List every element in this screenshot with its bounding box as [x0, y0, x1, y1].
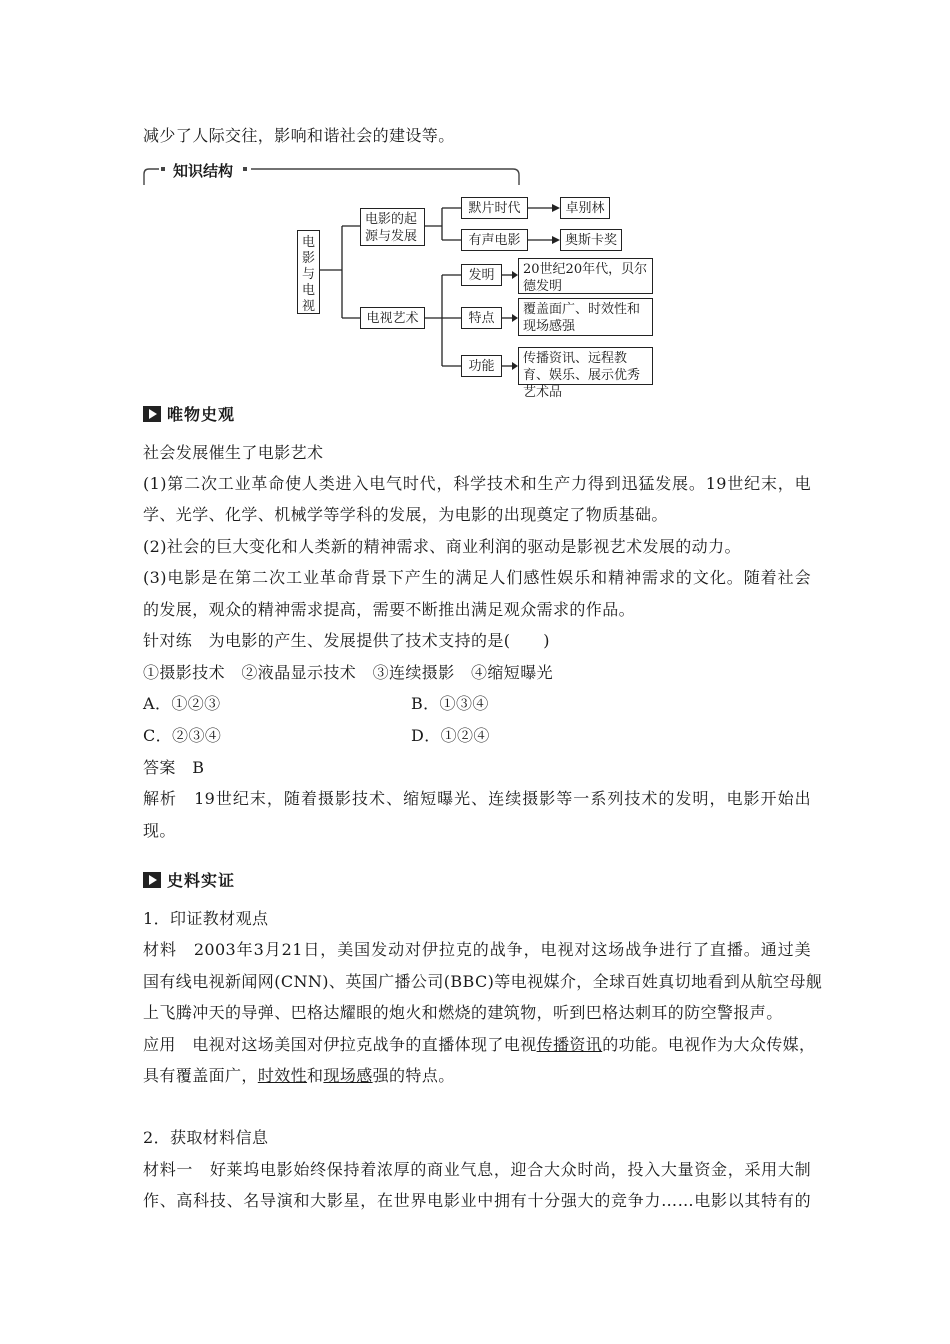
node-sound: 有声电影: [461, 229, 528, 251]
s1-p1a: (1)第二次工业革命使人类进入电气时代，科学技术和生产力得到迅猛发展。19世纪末，电: [143, 474, 811, 493]
s2-n1: 材料一 好莱坞电影始终保持着浓厚的商业气息，迎合大众时尚，投入大量资金，采用大制: [143, 1160, 811, 1179]
s1-answer: 答案 B: [143, 758, 205, 777]
s1-heading: 社会发展催生了电影艺术: [143, 443, 324, 462]
s1-p1b: 学、光学、化学、机械学等学科的发展，为电影的出现奠定了物质基础。: [143, 505, 668, 524]
s2-application-line1: [143, 1035, 816, 1055]
choice-d: D．①②④: [411, 726, 490, 745]
node-film: 电影的起源与发展: [360, 208, 425, 246]
s1-p3a: (3)电影是在第二次工业革命背景下产生的满足人们感性娱乐和精神需求的文化。随着社会: [143, 568, 811, 587]
s2-item1: 1．印证教材观点: [143, 909, 269, 928]
choice-c: C．②③④: [143, 726, 222, 745]
s2-item2: 2．获取材料信息: [143, 1128, 269, 1147]
app-underline-2: 时效性: [257, 1066, 308, 1085]
node-function-detail: 传播资讯、远程教育、娱乐、展示优秀艺术品: [518, 347, 653, 385]
choice-a: A．①②③: [143, 694, 221, 713]
node-invent: 发明: [461, 264, 502, 286]
app-underline-1: 传播资讯: [536, 1035, 603, 1054]
app-text: 具有覆盖面广，: [143, 1066, 258, 1085]
s2-m1: 材料 2003年3月21日，美国发动对伊拉克的战争，电视对这场战争进行了直播。通过美: [143, 940, 811, 959]
node-feature: 特点: [461, 307, 502, 329]
app-text: 应用 电视对这场美国对伊拉克战争的直播体现了电视: [143, 1035, 537, 1054]
section-title: 史料实证: [167, 871, 236, 890]
s2-m2: 国有线电视新闻网(CNN)、英国广播公司(BBC)等电视媒介，全球百姓真切地看到从航空母舰: [143, 972, 823, 991]
app-text: 和: [307, 1066, 324, 1085]
s2-application-line2: [143, 1066, 455, 1086]
node-feature-detail: 覆盖面广、时效性和现场感强: [518, 298, 653, 336]
intro-line: 减少了人际交往，影响和谐社会的建设等。: [143, 126, 455, 145]
node-root: 电影与电视: [297, 230, 320, 314]
s1-question: 针对练 为电影的产生、发展提供了技术支持的是( ): [143, 631, 550, 650]
section-title: 唯物史观: [167, 405, 236, 424]
section-historical-evidence: [143, 868, 235, 891]
s1-analysis-b: 现。: [143, 821, 176, 840]
app-underline-3: 现场感: [323, 1066, 373, 1085]
section-historical-materialism: [143, 402, 235, 425]
s1-p3b: 的发展，观众的精神需求提高，需要不断推出满足观众需求的作品。: [143, 600, 636, 619]
knowledge-structure-title: 知识结构: [173, 162, 234, 180]
node-invent-detail: 20世纪20年代，贝尔德发明: [518, 258, 653, 294]
app-text: 强的特点。: [372, 1066, 455, 1085]
node-oscar: 奥斯卡奖: [560, 229, 622, 251]
node-tv: 电视艺术: [360, 307, 425, 329]
app-text: 的功能。电视作为大众传媒，: [602, 1035, 816, 1054]
s2-m3: 上飞腾冲天的导弹、巴格达耀眼的炮火和燃烧的建筑物，听到巴格达刺耳的防空警报声。: [143, 1003, 783, 1022]
choice-b: B．①③④: [411, 694, 489, 713]
s1-options: ①摄影技术 ②液晶显示技术 ③连续摄影 ④缩短曝光: [143, 663, 554, 682]
knowledge-diagram: [0, 0, 950, 400]
play-icon: [143, 406, 161, 422]
s2-n2: 作、高科技、名导演和大影星，在世界电影业中拥有十分强大的竞争力……电影以其特有的: [143, 1191, 811, 1210]
s1-analysis-a: 解析 19世纪末，随着摄影技术、缩短曝光、连续摄影等一系列技术的发明，电影开始出: [143, 789, 811, 808]
node-silent: 默片时代: [461, 197, 528, 219]
s1-p2: (2)社会的巨大变化和人类新的精神需求、商业利润的驱动是影视艺术发展的动力。: [143, 537, 741, 556]
play-icon: [143, 872, 161, 888]
node-function: 功能: [461, 355, 502, 377]
node-chaplin: 卓别林: [560, 197, 610, 219]
